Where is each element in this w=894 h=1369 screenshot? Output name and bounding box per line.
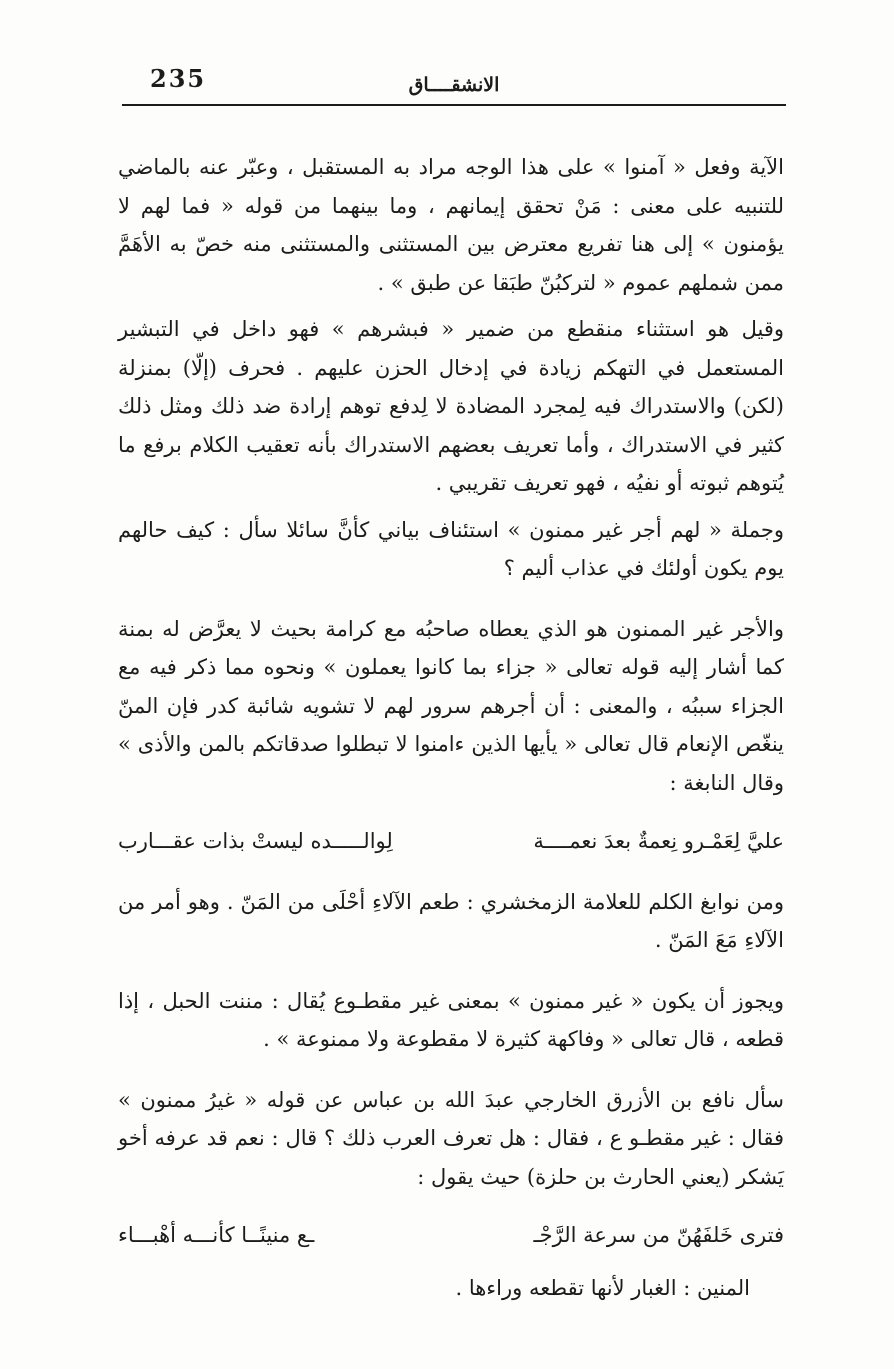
paragraph-5: ومن نوابغ الكلم للعلامة الزمخشري : طعم الآلاءِ أحْلَى من المَنّ . وهو أمر من الآلاءِ مَعَ المَنّ . bbox=[118, 889, 784, 952]
verse-1-first-hemistich: عليَّ لِعَمْـرو نِعمةٌ بعدَ نعمــــة bbox=[533, 829, 784, 853]
verse-2 bbox=[118, 1216, 784, 1255]
verse-1 bbox=[118, 822, 784, 861]
verse-2-first-hemistich: فترى خَلفَهُنّ من سرعة الرَّجْـ bbox=[533, 1223, 784, 1247]
paragraph-1: الآية وفعل « آمنوا » على هذا الوجه مراد به المستقبل ، وعبّر عنه بالماضي للتنبيه على معنى : مَنْ تحقق إيمانهم ، وما بينهما من قوله « فما لهم لا يؤمنون » إلى هنا تفريع معترض بين المستثنى والمستثنى منه خصّ به الأهَمَّ ممن شملهم عموم « لتركبُنّ طبَقا عن طبق » . bbox=[118, 155, 784, 295]
verse-gloss: المنين : الغبار لأنها تقطعه وراءها . bbox=[455, 1275, 750, 1300]
paragraph-6: ويجوز أن يكون « غير ممنون » بمعنى غير مقطـوع يُقال : مننت الحبل ، إذا قطعه ، قال تعالى « وفاكهة كثيرة لا مقطوعة ولا ممنوعة » . bbox=[118, 988, 784, 1051]
page-header bbox=[122, 62, 786, 112]
header-rule bbox=[122, 104, 786, 106]
page-body bbox=[118, 148, 784, 1307]
verse-1-second-hemistich: لِوالـــــده ليستْ بذات عقـــارب bbox=[118, 829, 393, 853]
paragraph-3: وجملة « لهم أجر غير ممنون » استئناف بياني كأنَّ سائلا سأل : كيف حالهم يوم يكون أولئك في عذاب أليم ؟ bbox=[118, 517, 784, 580]
verse-2-second-hemistich: ـع منينًــا كأنـــه أهْبـــاء bbox=[118, 1223, 315, 1247]
paragraph-4: والأجر غير الممنون هو الذي يعطاه صاحبُه مع كرامة بحيث لا يعرَّض له بمنة كما أشار إليه قوله تعالى « جزاء بما كانوا يعملون » ونحوه مما ذكر فيه مع الجزاء سببُه ، والمعنى : أن أجرهم سرور لهم لا تشويه شائبة كدر فإن المنّ ينغّص الإنعام قال تعالى « يأيها الذين ءامنوا لا تبطلوا صدقاتكم بالمن والأذى » وقال النابغة : bbox=[118, 616, 784, 795]
paragraph-7: سأل نافع بن الأزرق الخارجي عبدَ الله بن عباس عن قوله « غيرُ ممنون » فقال : غير مقطـو ع ، فقال : هل تعرف العرب ذلك ؟ قال : نعم قد عرفه أخو يَشكر (يعني الحارث بن حلزة) حيث يقول : bbox=[118, 1087, 784, 1189]
paragraph-2: وقيل هو استثناء منقطع من ضمير « فبشرهم » فهو داخل في التبشير المستعمل في التهكم زيادة في إدخال الحزن عليهم . فحرف (إلّا) بمنزلة (لكن) والاستدراك فيه لِمجرد المضادة لا لِدفع توهم إرادة ضد ذلك ومثل ذلك كثير في الاستدراك ، وأما تعريف بعضهم الاستدراك بأنه تعقيب الكلام برفع ما يُتوهم ثبوته أو نفيُه ، فهو تعريف تقريبي . bbox=[118, 317, 784, 495]
running-title: الانشقــــاق bbox=[408, 74, 500, 96]
page-number: 235 bbox=[150, 64, 207, 93]
